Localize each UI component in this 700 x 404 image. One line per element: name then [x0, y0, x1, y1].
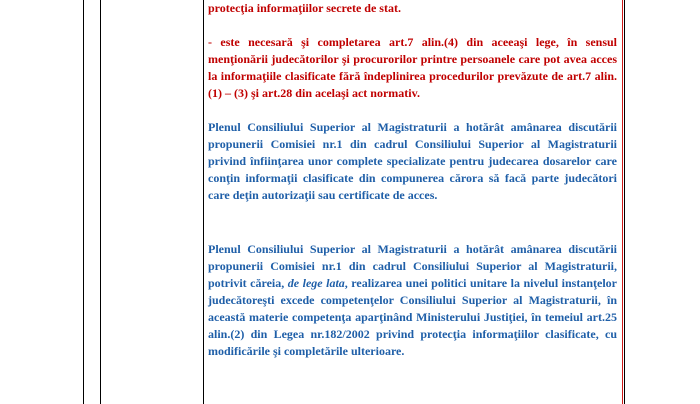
paragraph-plenary-decision-1: Plenul Consiliului Superior al Magistraturii a hotărât amânarea discutării propunerii Comisiei nr.1 din cadrul Consiliului Superior al Magistraturii privind înfiinţarea unor complete specializate pentru judecarea dosarelor care conţin informaţii clasificate din compunerea cărora să facă parte judecători care deţin autorizaţii sau certificate de acces. [208, 120, 617, 202]
table-cell-content [208, 0, 617, 360]
paragraph-plenary-decision-2 [208, 241, 617, 360]
paragraph-completion-art7: - este necesară şi completarea art.7 alin.(4) din aceeaşi lege, în sensul menţionării judecătorilor şi procurorilor printre persoanele care pot avea acces la informaţiile clasificate fără îndeplinirea procedurilor prevăzute de art.7 alin.(1) – (3) şi art.28 din acelaşi act normativ. [208, 35, 617, 100]
paragraph-text-before: Plenul Consiliului Superior al Magistraturii a hotărât amânarea discutării propunerii Comisiei nr.1 din cadrul Consiliului Superior al Magistraturii, potrivit căreia, [208, 242, 617, 290]
paragraph-text-after: , realizarea unei politici unitare la nivelul instanţelor judecătoreşti excede competenţelor Consiliului Superior al Magistraturii, în această materie competenţa aparţinând Ministerului Justiţiei, în temeiul art.25 alin.(2) din Legea nr.182/2002 privind protecţia informaţiilor clasificate, cu modificările şi completările ulterioare. [208, 276, 617, 358]
paragraph-italic-de-lege-lata: de lege lata [287, 276, 345, 290]
table-border-left [83, 0, 84, 404]
table-border-right-outer [624, 0, 625, 404]
table-border-col1 [100, 0, 101, 404]
table-border-right-inner [622, 0, 623, 404]
paragraph-secret-info: protecţia informaţiilor secrete de stat. [208, 1, 401, 15]
table-border-col2 [203, 0, 204, 404]
